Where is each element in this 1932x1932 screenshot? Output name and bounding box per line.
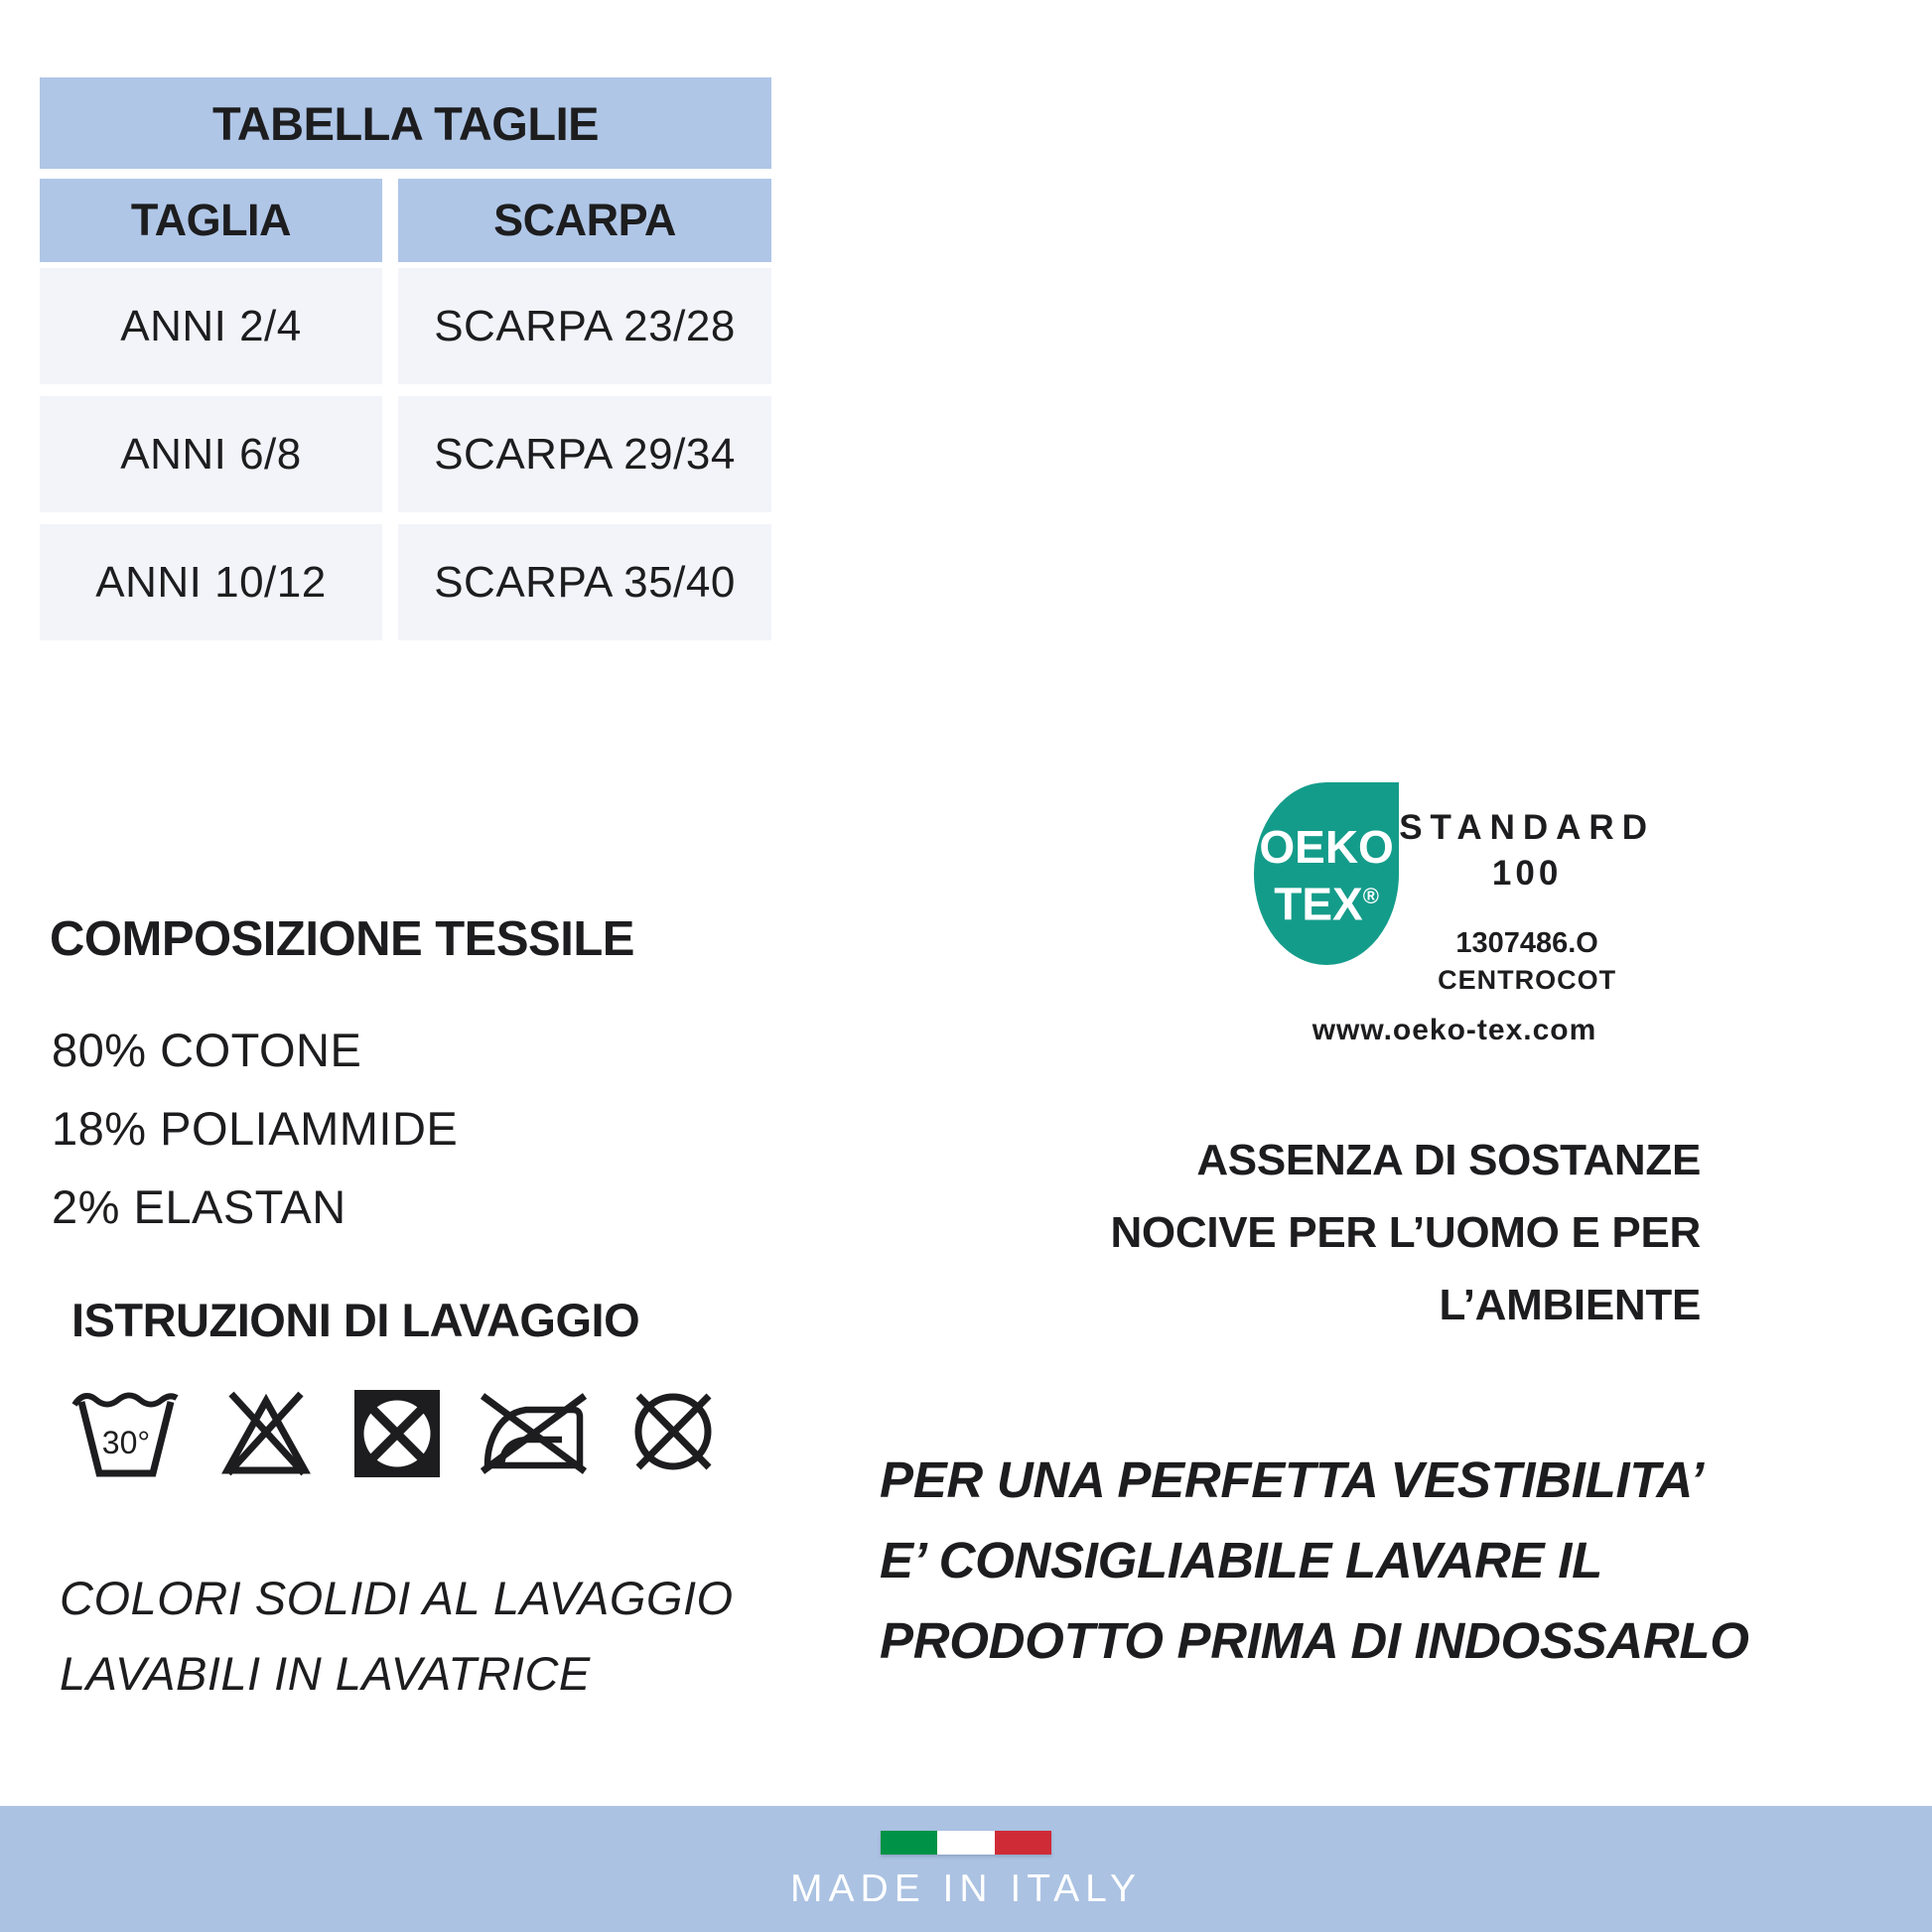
- claim-line: ASSENZA DI SOSTANZE: [1196, 1136, 1701, 1184]
- claim-line: L’AMBIENTE: [1439, 1281, 1701, 1329]
- table-cell-scarpa: SCARPA 35/40: [398, 524, 771, 640]
- composition-item: 18% POLIAMMIDE: [52, 1102, 459, 1155]
- washing-heading: ISTRUZIONI DI LAVAGGIO: [71, 1294, 640, 1346]
- table-cell-scarpa: SCARPA 29/34: [398, 396, 771, 512]
- size-table-header-row: [40, 179, 771, 262]
- wash-30-icon: [69, 1386, 181, 1481]
- washing-notes: [60, 1561, 734, 1712]
- do-not-dry-clean-icon: [625, 1386, 721, 1481]
- do-not-tumble-dry-icon: [351, 1386, 443, 1481]
- wash-temperature-label: 30°: [101, 1425, 151, 1460]
- oeko-tex-certification: [1254, 782, 1655, 1047]
- made-in-italy-label: MADE IN ITALY: [790, 1867, 1142, 1910]
- table-row: [40, 268, 771, 384]
- do-not-iron-icon: [479, 1386, 590, 1481]
- table-cell-taglia: ANNI 6/8: [40, 396, 382, 512]
- standard-label: STANDARD: [1399, 808, 1655, 847]
- flag-stripe-green: [881, 1831, 937, 1855]
- no-harmful-substances-claim: [1110, 1124, 1701, 1341]
- oeko-tex-standard-block: [1399, 782, 1655, 996]
- care-symbols-row: [69, 1386, 721, 1481]
- advice-line: PER UNA PERFETTA VESTIBILITA’: [880, 1451, 1705, 1508]
- advice-line: E’ CONSIGLIABILE LAVARE IL: [880, 1532, 1602, 1588]
- oeko-tex-website: www.oeko-tex.com: [1311, 1014, 1597, 1046]
- do-not-bleach-icon: [216, 1386, 316, 1481]
- certificate-number: 1307486.O: [1455, 927, 1598, 959]
- composition-heading: COMPOSIZIONE TESSILE: [50, 912, 634, 966]
- size-table-col-taglia: TAGLIA: [40, 179, 382, 262]
- italy-flag-icon: [881, 1831, 1051, 1855]
- standard-number: 100: [1491, 854, 1563, 893]
- size-table-title: TABELLA TAGLIE: [40, 77, 771, 169]
- table-row: [40, 524, 771, 640]
- advice-line: PRODOTTO PRIMA DI INDOSSARLO: [880, 1612, 1749, 1669]
- size-table: [40, 77, 771, 640]
- washing-note-line: COLORI SOLIDI AL LAVAGGIO: [60, 1572, 734, 1624]
- oeko-logo-line1: OEKO: [1259, 821, 1394, 874]
- composition-item: 2% ELASTAN: [52, 1180, 346, 1233]
- washing-note-line: LAVABILI IN LAVATRICE: [60, 1647, 591, 1700]
- table-cell-taglia: ANNI 2/4: [40, 268, 382, 384]
- registered-mark: ®: [1362, 884, 1379, 909]
- table-cell-scarpa: SCARPA 23/28: [398, 268, 771, 384]
- composition-item: 80% COTONE: [52, 1024, 362, 1076]
- footer-band: [0, 1806, 1932, 1932]
- composition-list: [52, 1011, 458, 1246]
- table-row: [40, 396, 771, 512]
- flag-stripe-red: [995, 1831, 1051, 1855]
- oeko-tex-logo-icon: [1254, 782, 1399, 965]
- table-cell-taglia: ANNI 10/12: [40, 524, 382, 640]
- claim-line: NOCIVE PER L’UOMO E PER: [1110, 1208, 1701, 1257]
- size-table-col-scarpa: SCARPA: [398, 179, 771, 262]
- flag-stripe-white: [937, 1831, 994, 1855]
- oeko-tex-logo-row: [1254, 782, 1655, 996]
- wash-before-wear-advice: [880, 1440, 1749, 1681]
- certificate-institute: CENTROCOT: [1438, 965, 1617, 995]
- oeko-logo-line2: TEX®: [1274, 878, 1379, 930]
